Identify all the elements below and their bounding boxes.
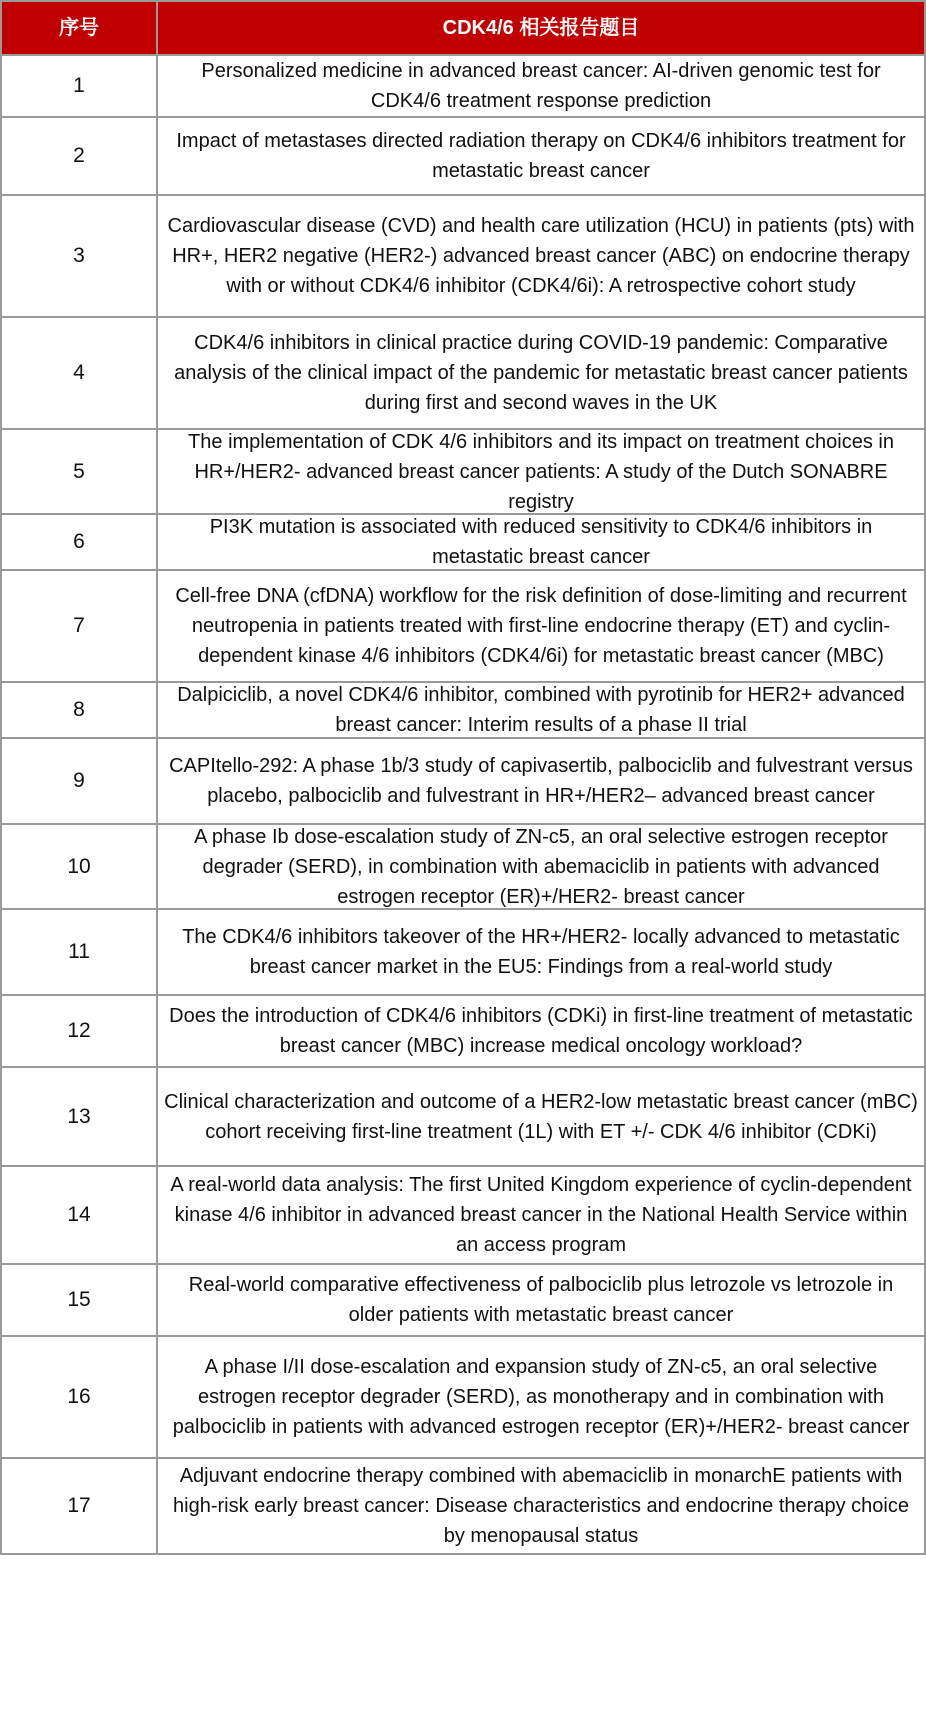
report-title: PI3K mutation is associated with reduced sensitivity to CDK4/6 inhibitors in metastatic breast cancer (158, 515, 926, 571)
report-title: The CDK4/6 inhibitors takeover of the HR+/HER2- locally advanced to metastatic breast cancer market in the EU5: Findings from a real-world study (158, 910, 926, 996)
report-title: Does the introduction of CDK4/6 inhibitors (CDKi) in first-line treatment of metastatic breast cancer (MBC) increase medical oncology workload? (158, 996, 926, 1068)
report-title: CAPItello-292: A phase 1b/3 study of capivasertib, palbociclib and fulvestrant versus placebo, palbociclib and fulvestrant in HR+/HER2– advanced breast cancer (158, 739, 926, 825)
report-title: Clinical characterization and outcome of a HER2-low metastatic breast cancer (mBC) cohort receiving first-line treatment (1L) with ET +/- CDK 4/6 inhibitor (CDKi) (158, 1068, 926, 1167)
report-title: A real-world data analysis: The first United Kingdom experience of cyclin-dependent kinase 4/6 inhibitor in advanced breast cancer in the National Health Service within an access program (158, 1167, 926, 1265)
row-number: 13 (0, 1068, 158, 1167)
report-title: Impact of metastases directed radiation therapy on CDK4/6 inhibitors treatment for metastatic breast cancer (158, 118, 926, 196)
row-number: 6 (0, 515, 158, 571)
row-number: 10 (0, 825, 158, 910)
report-title: Cell-free DNA (cfDNA) workflow for the risk definition of dose-limiting and recurrent neutropenia in patients treated with first-line endocrine therapy (ET) and cyclin-dependent kinase 4/6 inhibitors (CDK4/6i) for metastatic breast cancer (MBC) (158, 571, 926, 683)
row-number: 12 (0, 996, 158, 1068)
row-number: 14 (0, 1167, 158, 1265)
report-title: A phase I/II dose-escalation and expansion study of ZN-c5, an oral selective estrogen receptor degrader (SERD), as monotherapy and in combination with palbociclib in patients with advanced estrogen receptor (ER)+/HER2- breast cancer (158, 1337, 926, 1459)
row-number: 9 (0, 739, 158, 825)
row-number: 8 (0, 683, 158, 739)
report-title: Real-world comparative effectiveness of palbociclib plus letrozole vs letrozole in older patients with metastatic breast cancer (158, 1265, 926, 1337)
row-number: 5 (0, 430, 158, 515)
row-number: 15 (0, 1265, 158, 1337)
report-title: CDK4/6 inhibitors in clinical practice during COVID-19 pandemic: Comparative analysis of the clinical impact of the pandemic for metastatic breast cancer patients during first and second waves in the UK (158, 318, 926, 430)
row-number: 11 (0, 910, 158, 996)
report-title: The implementation of CDK 4/6 inhibitors and its impact on treatment choices in HR+/HER2- advanced breast cancer patients: A study of the Dutch SONABRE registry (158, 430, 926, 515)
row-number: 1 (0, 56, 158, 118)
report-title: Cardiovascular disease (CVD) and health care utilization (HCU) in patients (pts) with HR+, HER2 negative (HER2-) advanced breast cancer (ABC) on endocrine therapy with or without CDK4/6 inhibitor (CDK4/6i): A retrospective cohort study (158, 196, 926, 318)
header-index: 序号 (0, 0, 158, 56)
row-number: 7 (0, 571, 158, 683)
report-title: Personalized medicine in advanced breast cancer: AI-driven genomic test for CDK4/6 treatment response prediction (158, 56, 926, 118)
header-title: CDK4/6 相关报告题目 (158, 0, 926, 56)
report-title: A phase Ib dose-escalation study of ZN-c5, an oral selective estrogen receptor degrader (SERD), in combination with abemaciclib in patients with advanced estrogen receptor (ER)+/HER2- breast cancer (158, 825, 926, 910)
row-number: 16 (0, 1337, 158, 1459)
report-title: Dalpiciclib, a novel CDK4/6 inhibitor, combined with pyrotinib for HER2+ advanced breast cancer: Interim results of a phase II trial (158, 683, 926, 739)
row-number: 3 (0, 196, 158, 318)
row-number: 4 (0, 318, 158, 430)
row-number: 17 (0, 1459, 158, 1555)
report-title: Adjuvant endocrine therapy combined with abemaciclib in monarchE patients with high-risk early breast cancer: Disease characteristics and endocrine therapy choice by menopausal status (158, 1459, 926, 1555)
row-number: 2 (0, 118, 158, 196)
